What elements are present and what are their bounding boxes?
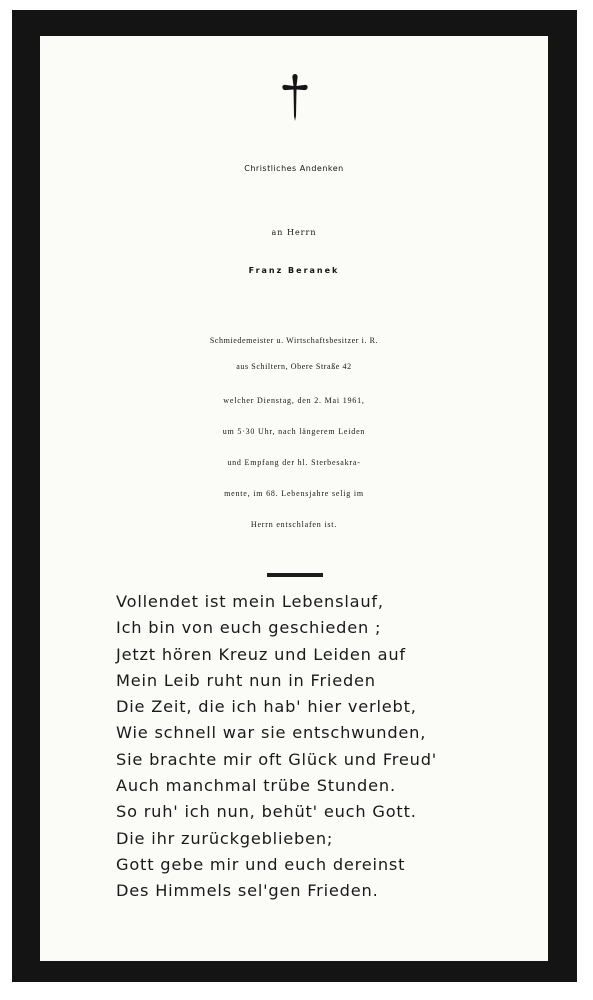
obituary-line: Herrn entschlafen ist.: [250, 520, 338, 529]
poem-line: Auch manchmal trübe Stunden.: [116, 776, 396, 796]
poem-line: Die Zeit, die ich hab' hier verlebt,: [116, 697, 417, 717]
occupation-text: Schmiedemeister u. Wirtschaftsbesitzer i. R.: [209, 336, 379, 345]
obituary-line: und Empfang der hl. Sterbesakra-: [227, 458, 361, 467]
deceased-name: Franz Beranek: [248, 266, 340, 275]
poem-line: Die ihr zurückgeblieben;: [116, 828, 334, 848]
card-title: Christliches Andenken: [244, 164, 344, 173]
poem: [116, 589, 536, 905]
memorial-card: [12, 10, 577, 982]
obituary-line: um 5·30 Uhr, nach längerem Leiden: [222, 427, 366, 436]
poem-line: Wie schnell war sie entschwunden,: [116, 723, 427, 743]
poem-line: Vollendet ist mein Lebenslauf,: [116, 592, 384, 611]
poem-line: Jetzt hören Kreuz und Leiden auf: [116, 644, 406, 664]
poem-line: So ruh' ich nun, behüt' euch Gott.: [116, 802, 417, 822]
poem-line: Sie brachte mir oft Glück und Freud': [116, 749, 438, 769]
address-text: aus Schiltern, Obere Straße 42: [236, 362, 352, 371]
poem-line: Ich bin von euch geschieden ;: [116, 618, 382, 638]
divider: [267, 573, 323, 577]
obituary-line: mente, im 68. Lebensjahre selig im: [224, 489, 364, 498]
cross-icon: [280, 72, 310, 122]
dedication-text: an Herrn: [271, 228, 317, 237]
obituary-line: welcher Dienstag, den 2. Mai 1961,: [223, 396, 365, 405]
poem-line: Mein Leib ruht nun in Frieden: [116, 670, 376, 690]
poem-line: Des Himmels sel'gen Frieden.: [116, 881, 379, 901]
poem-line: Gott gebe mir und euch dereinst: [116, 854, 406, 874]
card-face: [40, 36, 548, 961]
